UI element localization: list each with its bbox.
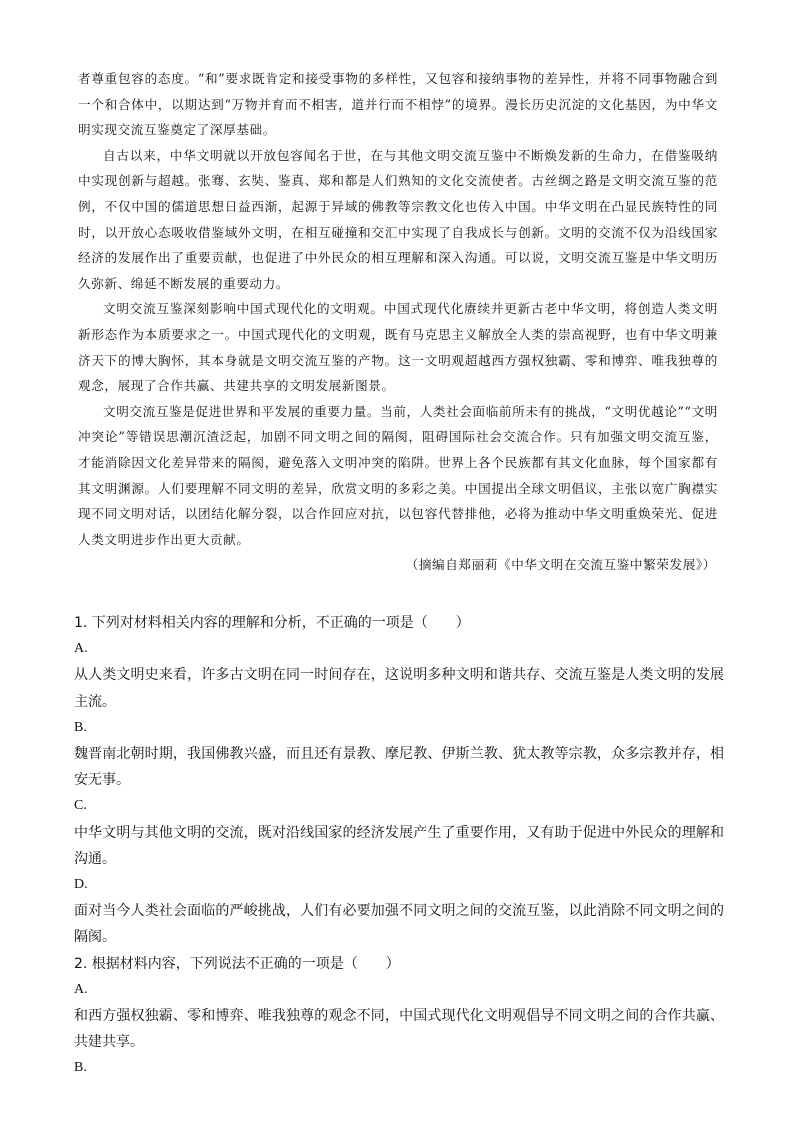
passage-paragraph: 自古以来，中华文明就以开放包容闻名于世，在与其他文明交流互鉴中不断焕发新的生命力，在借鉴吸纳中实现创新与超越。张骞、玄奘、鉴真、郑和都是人们熟知的文化交流使者。古丝绸之路是文明交流互鉴的范例，不仅中国的儒道思想日益西渐，起源于异域的佛教等宗教文化也传入中国。中华文明在凸显民族特性的同时，以开放心态吸收借鉴域外文明，在相互碰撞和交汇中实现了自我成长与创新。文明的交流不仅为沿线国家经济的发展作出了重要贡献，也促进了中外民众的相互理解和深入沟通。可以说，文明交流互鉴是中华文明历久弥新、绵延不断发展的重要动力。 <box>78 147 718 291</box>
reading-passage <box>78 66 718 578</box>
option-letter-a: A. <box>74 641 88 657</box>
option-text-b: 魏晋南北朝时期，我国佛教兴盛，而且还有景教、摩尼教、伊斯兰教、犹太教等宗教，众多宗教并存，相安无事。 <box>74 746 724 789</box>
option-text-a: 从人类文明史来看，许多古文明在同一时间存在，这说明多种文明和谐共存、交流互鉴是人类文明的发展主流。 <box>74 667 724 710</box>
option-letter-c: C. <box>74 798 87 814</box>
question-list <box>74 610 724 1082</box>
option-text-c: 中华文明与其他文明的交流，既对沿线国家的经济发展产生了重要作用，又有助于促进中外民众的理解和沟通。 <box>74 824 724 867</box>
option-letter-a: A. <box>74 981 88 997</box>
passage-paragraph: 文明交流互鉴是促进世界和平发展的重要力量。当前，人类社会面临前所未有的挑战，“文明优越论”“文明冲突论”等错误思潮沉渣泛起，加剧不同文明之间的隔阂，阻碍国际社会交流合作。只有加强文明交流互鉴，才能消除因文化差异带来的隔阂，避免落入文明冲突的陷阱。世界上各个民族都有其文化血脉，每个国家都有其文明渊源。人们要理解不同文明的差异，欣赏文明的多彩之美。中国提出全球文明倡议，主张以宽广胸襟实现不同文明对话，以团结化解分裂，以合作回应对抗，以包容代替排他，必将为推动中华文明重焕荣光、促进人类文明进步作出更大贡献。 <box>78 403 718 547</box>
passage-paragraph: 者尊重包容的态度。“和”要求既肯定和接受事物的多样性，又包容和接纳事物的差异性，并将不同事物融合到一个和合体中，以期达到“万物并育而不相害，道并行而不相悖”的境界。漫长历史沉淀的文化基因，为中华文明实现交流互鉴奠定了深厚基础。 <box>78 71 718 138</box>
question-2 <box>74 951 724 1082</box>
option-letter-b: B. <box>74 719 87 735</box>
option-text-a: 和西方强权独霸、零和博弈、唯我独尊的观念不同，中国式现代化文明观倡导不同文明之间的合作共赢、共建共享。 <box>74 1008 724 1051</box>
option-text-d: 面对当今人类社会面临的严峻挑战，人们有必要加强不同文明之间的交流互鉴，以此消除不同文明之间的隔阂。 <box>74 903 724 946</box>
passage-paragraph: 文明交流互鉴深刻影响中国式现代化的文明观。中国式现代化赓续并更新古老中华文明，将创造人类文明新形态作为本质要求之一。中国式现代化的文明观，既有马克思主义解放全人类的崇高视野，也有中华文明兼济天下的博大胸怀，其本身就是文明交流互鉴的产物。这一文明观超越西方强权独霸、零和博弈、唯我独尊的观念，展现了合作共赢、共建共享的文明发展新图景。 <box>78 301 718 394</box>
passage-source: （摘编自郑丽莉《中华文明在交流互鉴中繁荣发展》） <box>405 557 716 573</box>
question-1 <box>74 610 724 951</box>
question-stem: 2. 根据材料内容，下列说法不正确的一项是（ ） <box>74 955 400 972</box>
question-stem: 1. 下列对材料相关内容的理解和分析，不正确的一项是（ ） <box>74 615 470 631</box>
option-letter-b: B. <box>74 1060 87 1076</box>
option-letter-d: D. <box>74 877 88 893</box>
